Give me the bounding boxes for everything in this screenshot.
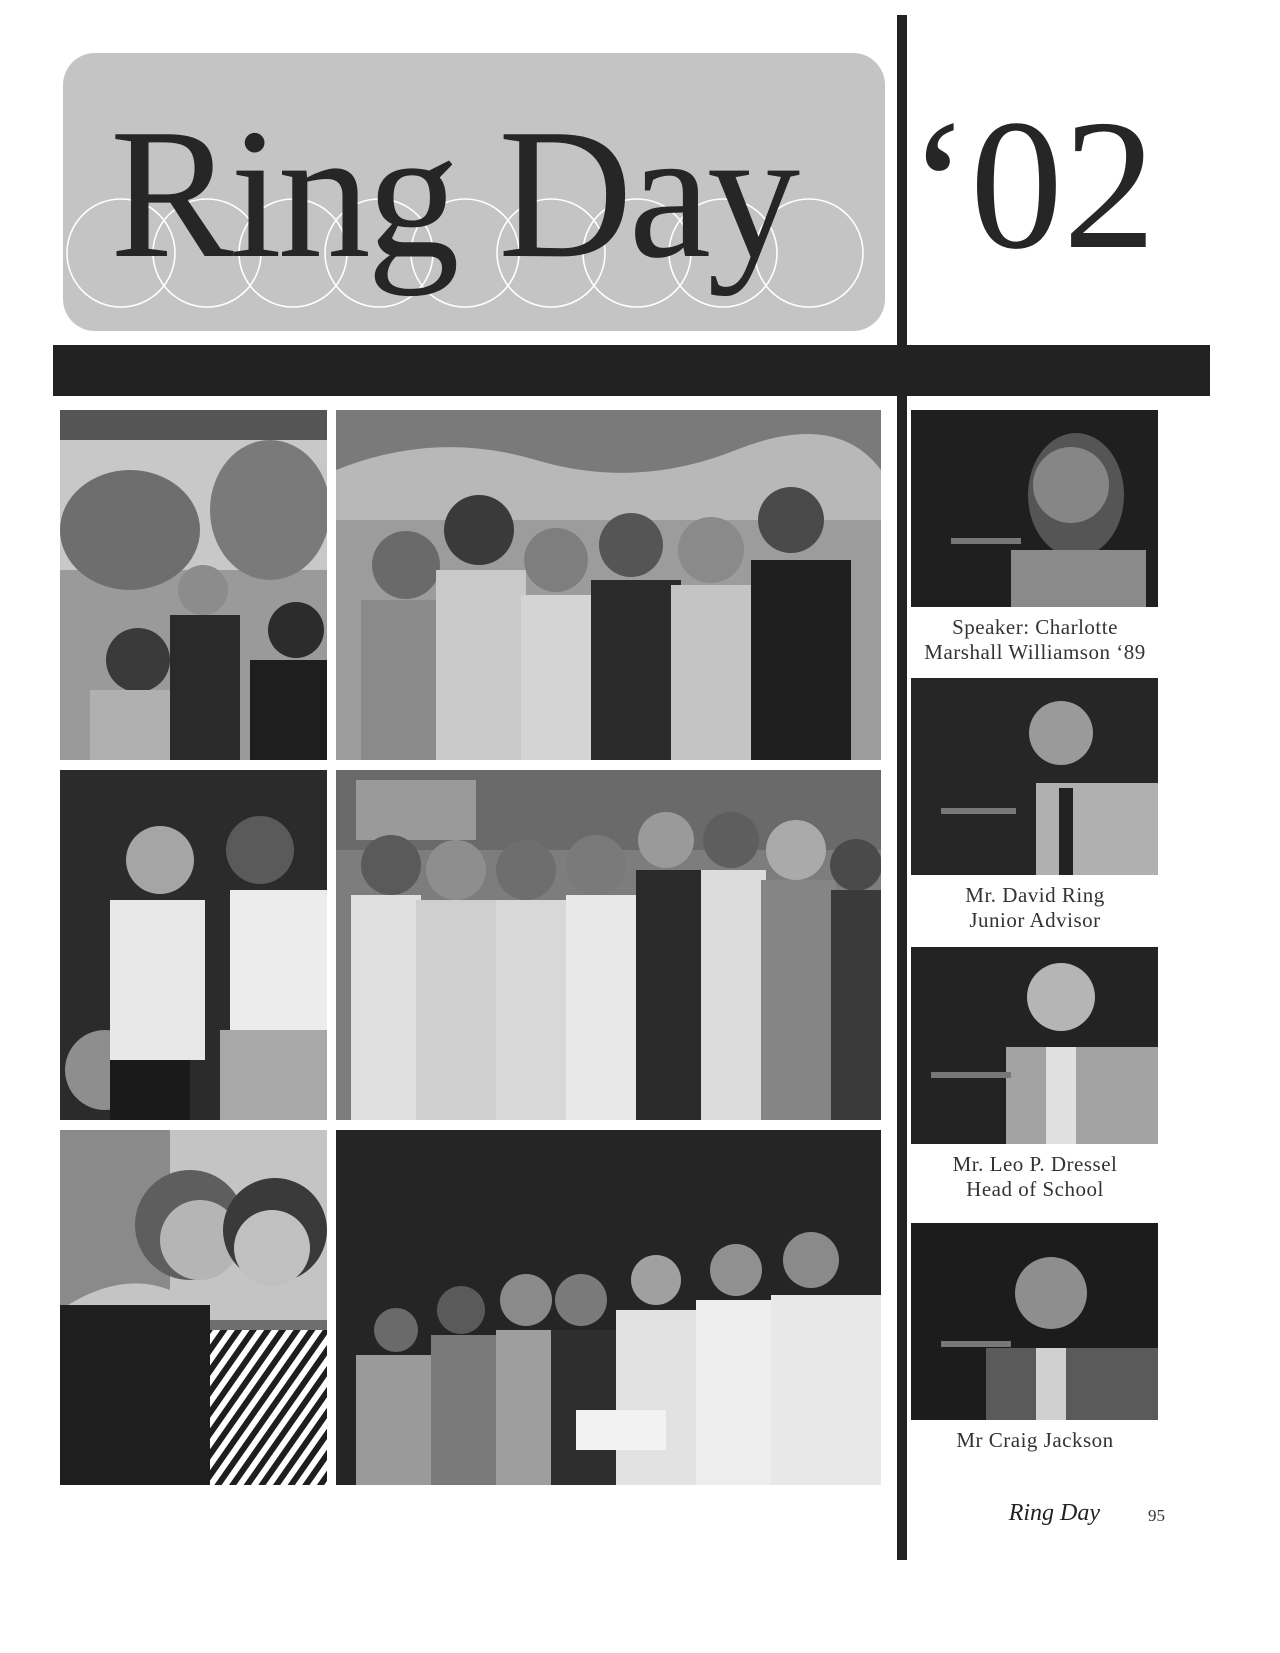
caption-speaker-ring: Mr. David Ring Junior Advisor [965, 883, 1105, 932]
title-banner [63, 53, 885, 331]
page-title: Ring Day [110, 91, 797, 297]
photo-group-under-trees [336, 410, 881, 760]
photo-girls-ring-exchange [60, 770, 327, 1120]
photo-large-group-garden [336, 770, 881, 1120]
caption-speaker-williamson: Speaker: Charlotte Marshall Williamson ‘89 [924, 615, 1146, 664]
page-number: 95 [1148, 1506, 1165, 1525]
photo-speaker-williamson [911, 410, 1158, 607]
photo-seated-audience-choir [336, 1130, 881, 1485]
caption-speaker-jackson: Mr Craig Jackson [956, 1428, 1114, 1452]
vertical-divider [897, 15, 907, 1560]
photo-two-friends-smiling [60, 1130, 327, 1485]
photo-speaker-dressel [911, 947, 1158, 1144]
footer-section-title: Ring Day [1008, 1500, 1100, 1526]
caption-speaker-dressel: Mr. Leo P. Dressel Head of School [952, 1152, 1118, 1201]
photo-speaker-ring [911, 678, 1158, 875]
photo-speaker-jackson [911, 1223, 1158, 1420]
page-title-year: ‘02 [908, 82, 1156, 288]
horizontal-band [53, 345, 1210, 396]
photo-students-walking [60, 410, 327, 760]
